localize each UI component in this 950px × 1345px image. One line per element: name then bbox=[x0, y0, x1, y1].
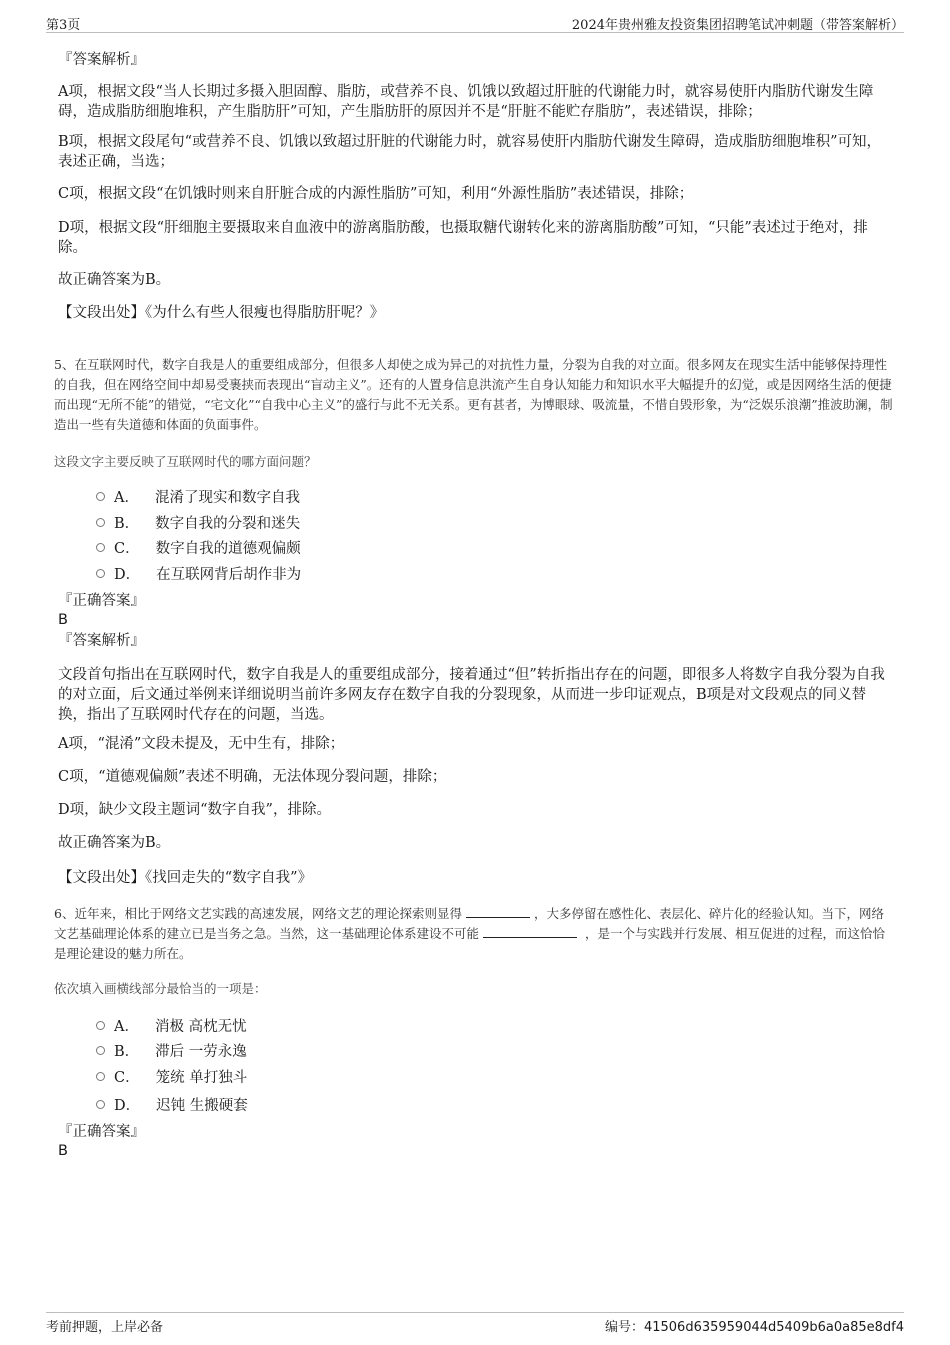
document-title: 2024年贵州雅友投资集团招聘笔试冲刺题（带答案解析） bbox=[571, 18, 904, 33]
radio-icon[interactable] bbox=[96, 518, 105, 527]
option-letter: C． bbox=[114, 541, 140, 557]
radio-icon[interactable] bbox=[96, 569, 105, 578]
q5-answer: B bbox=[58, 612, 68, 628]
q6-option-c[interactable] bbox=[96, 1066, 247, 1087]
q5-stem: 5、在互联网时代，数字自我是人的重要组成部分，但很多人却使之成为异己的对抗性力量，分裂为自我的对立面。很多网友在现实生活中能够保持理性的自我，但在网络空间中却易受裹挟而表现出“盲动主义”。还有的人置身信息洪流产生自身认知能力和知识水平大幅提升的幻觉，或是因网络生活的便捷而出现“无所不能”的错觉，“宅文化”“自我中心主义”的盛行与此不无关系。更有甚者，为博眼球、吸流量，不惜自毁形象，为“泛娱乐浪潮”推波助澜，制造出一些有失道德和体面的负面事件。 bbox=[54, 357, 893, 432]
option-text: 在互联网背后胡作非为 bbox=[156, 567, 302, 583]
q5-option-a[interactable] bbox=[96, 486, 300, 507]
radio-icon[interactable] bbox=[96, 1072, 105, 1081]
q6-option-a[interactable] bbox=[96, 1015, 247, 1036]
q6-answer-title: 『正确答案』 bbox=[58, 1124, 145, 1140]
q5-option-c[interactable] bbox=[96, 537, 301, 558]
option-text: 混淆了现实和数字自我 bbox=[154, 490, 300, 506]
option-letter: B． bbox=[114, 1044, 140, 1060]
q6-answer: B bbox=[58, 1143, 68, 1159]
q5-d-analysis: D项，缺少文段主题词“数字自我”，排除。 bbox=[58, 802, 331, 818]
fill-blank-1 bbox=[466, 905, 530, 918]
fill-blank-2 bbox=[483, 925, 577, 938]
q4-d-analysis: D项，根据文段“肝细胞主要摄取来自血液中的游离脂肪酸，也摄取糖代谢转化来的游离脂肪酸”可知，“只能”表述过于绝对，排除。 bbox=[58, 220, 868, 256]
page-number: 第3页 bbox=[46, 18, 81, 33]
q6-stem-part-1: 6、近年来，相比于网络文艺实践的高速发展，网络文艺的理论探索则显得 bbox=[54, 906, 462, 921]
option-text: 滞后 一劳永逸 bbox=[155, 1044, 247, 1060]
option-letter: A． bbox=[114, 1019, 139, 1035]
q6-option-b[interactable] bbox=[96, 1040, 247, 1061]
option-letter: C． bbox=[114, 1070, 140, 1086]
option-letter: B． bbox=[114, 516, 140, 532]
radio-icon[interactable] bbox=[96, 1100, 105, 1109]
radio-icon[interactable] bbox=[96, 543, 105, 552]
q5-option-b[interactable] bbox=[96, 512, 300, 533]
q4-source: 【文段出处】《为什么有些人很瘦也得脂肪肝呢？》 bbox=[58, 305, 385, 321]
q5-analysis: 文段首句指出在互联网时代，数字自我是人的重要组成部分，接着通过“但”转折指出存在的问题，即很多人将数字自我分裂为自我的对立面，后文通过举例来详细说明当前许多网友存在数字自我的分裂现象，从而进一步印证观点，B项是对文段观点的同义替换，指出了互联网时代存在的问题，当选。 bbox=[58, 667, 885, 723]
q6-question: 依次填入画横线部分最恰当的一项是： bbox=[54, 981, 267, 996]
q5-a-analysis: A项，“混淆”文段未提及，无中生有，排除； bbox=[58, 736, 345, 752]
page-footer bbox=[46, 1312, 904, 1337]
q5-question: 这段文字主要反映了互联网时代的哪方面问题？ bbox=[54, 454, 317, 469]
page-header bbox=[46, 12, 904, 33]
q5-option-d[interactable] bbox=[96, 563, 301, 584]
option-text: 数字自我的道德观偏颇 bbox=[155, 541, 301, 557]
q5-conclusion: 故正确答案为B。 bbox=[58, 835, 171, 851]
q5-analysis-title: 『答案解析』 bbox=[58, 633, 145, 649]
option-letter: D． bbox=[114, 567, 141, 583]
q5-c-analysis: C项，“道德观偏颇”表述不明确，无法体现分裂问题，排除； bbox=[58, 769, 447, 785]
q4-a-analysis: A项，根据文段“当人长期过多摄入胆固醇、脂肪，或营养不良、饥饿以致超过肝脏的代谢能力时，就容易使肝内脂肪代谢发生障碍，造成脂肪细胞堆积，产生脂肪肝”可知，产生脂肪肝的原因并不是“肝脏不能贮存脂肪”，表述错误，排除； bbox=[58, 84, 874, 120]
q4-b-analysis: B项，根据文段尾句“或营养不良、饥饿以致超过肝脏的代谢能力时，就容易使肝内脂肪代谢发生障碍，造成脂肪细胞堆积”可知，表述正确，当选； bbox=[58, 134, 881, 170]
radio-icon[interactable] bbox=[96, 1046, 105, 1055]
q5-source: 【文段出处】《找回走失的“数字自我”》 bbox=[58, 870, 313, 886]
footer-slogan: 考前押题，上岸必备 bbox=[46, 1320, 164, 1335]
q6-option-d[interactable] bbox=[96, 1094, 248, 1115]
q4-conclusion: 故正确答案为B。 bbox=[58, 272, 171, 288]
radio-icon[interactable] bbox=[96, 492, 105, 501]
q4-c-analysis: C项，根据文段“在饥饿时则来自肝脏合成的内源性脂肪”可知，利用“外源性脂肪”表述错误，排除； bbox=[58, 186, 694, 202]
option-text: 数字自我的分裂和迷失 bbox=[155, 516, 301, 532]
option-letter: A． bbox=[114, 490, 139, 506]
radio-icon[interactable] bbox=[96, 1021, 105, 1030]
q6-stem bbox=[54, 904, 896, 964]
option-text: 消极 高枕无忧 bbox=[154, 1019, 247, 1035]
option-letter: D． bbox=[114, 1098, 141, 1114]
document-serial: 编号：41506d635959044d5409b6a0a85e8df4 bbox=[604, 1320, 904, 1335]
q4-analysis-title: 『答案解析』 bbox=[58, 52, 145, 68]
q6-stem-part-2: ，大多停留在感性化、表层化、碎片化的经验认知。当下，网络文艺基础理论体系的建立已是当务之急。当然，这一基础理论体系建设不可能 bbox=[54, 906, 884, 941]
q5-answer-title: 『正确答案』 bbox=[58, 593, 145, 609]
q6-stem-part-3: ，是一个与实践并行发展、相互促进的过程，而这恰恰是理论建设的魅力所在。 bbox=[54, 926, 886, 961]
option-text: 笼统 单打独斗 bbox=[155, 1070, 248, 1086]
option-text: 迟钝 生搬硬套 bbox=[156, 1098, 248, 1114]
